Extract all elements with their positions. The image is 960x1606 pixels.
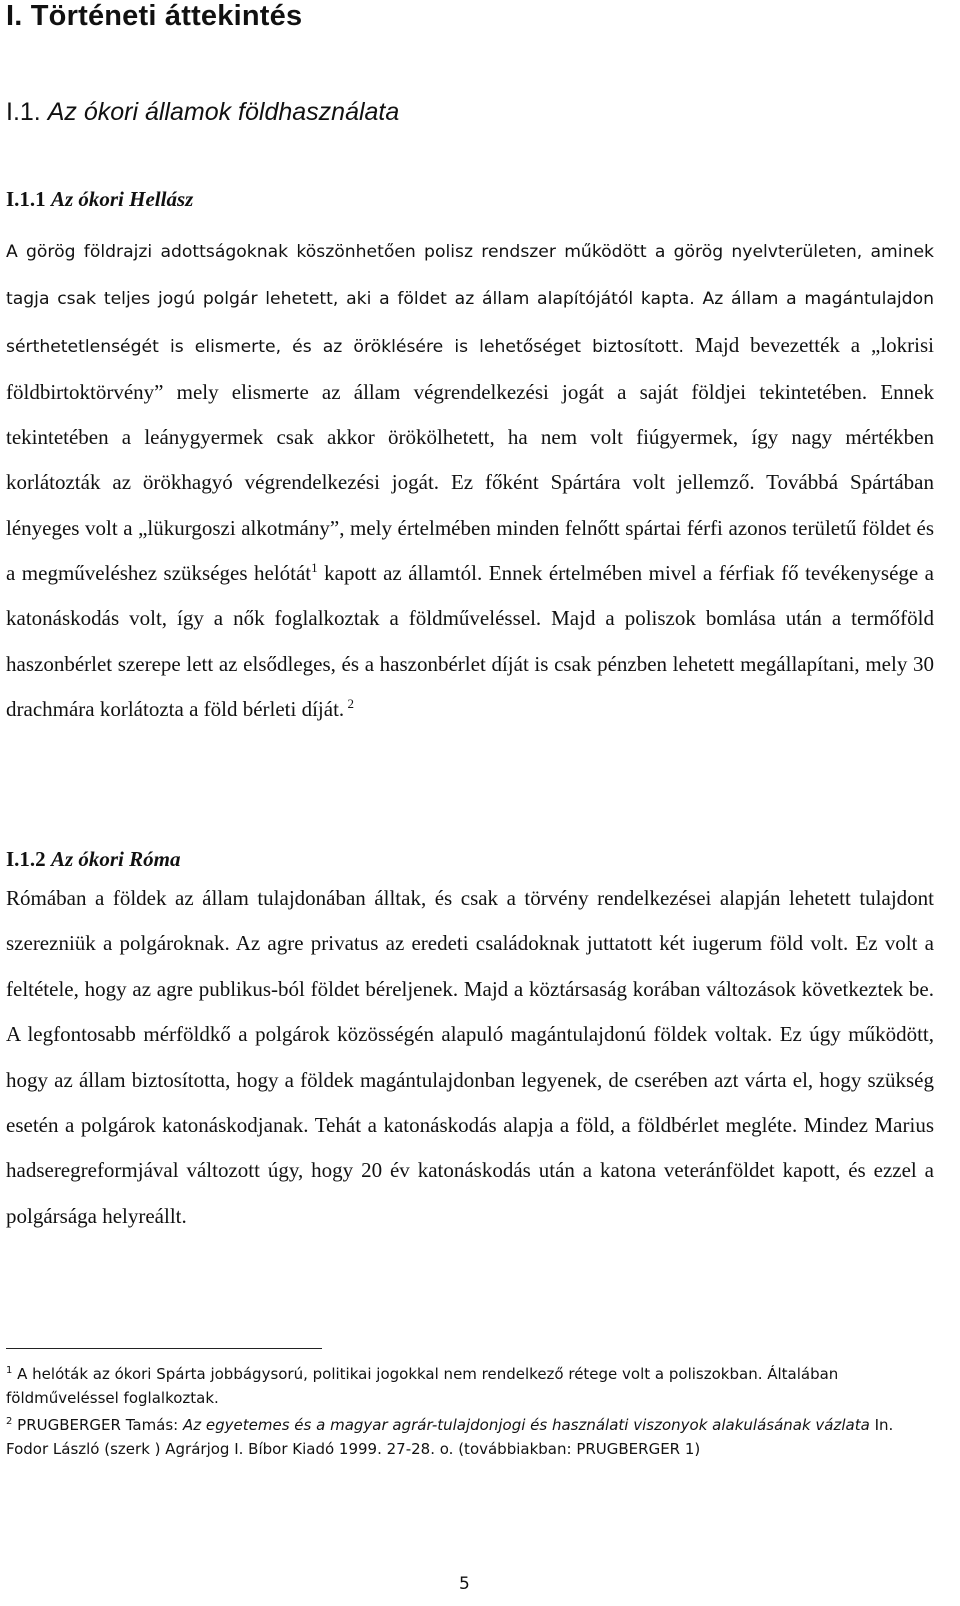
footnote-text: In. Fodor László (szerk ) Agrárjog I. Bíbor Kiadó 1999. 27-28. o. (továbbiakban: PRUGBERGER 1) <box>6 1416 894 1458</box>
paragraph-text: A görög földrajzi adottságoknak köszönhetően polisz rendszer működött a görög nyelvterületen, aminek tagja csak teljes jogú polgár lehetett, aki a földet az állam alapítójától kapta. Az állam a magántulajdon sérthetetlenségét is elismerte, és az öröklésére is lehetőséget biztosított. <box>6 242 934 357</box>
footnote-text: A helóták az ókori Spárta jobbágysorú, politikai jogokkal nem rendelkező rétege volt a poliszokban. Általában földműveléssel foglalkoztak. <box>6 1365 839 1407</box>
paragraph-text: Rómában a földek az állam tulajdonában álltak, és csak a törvény rendelkezései alapján lehetett tulajdont szerezniük a polgároknak. Az agre privatus az eredeti családoknak juttatott két iugerum föld volt. Ez volt a feltétele, hogy az agre publikus-ból földet béreljenek. Majd a köztársaság korában változások következtek be. A legfontosabb mérföldkő a polgárok közösségén alapuló magántulajdonú földek voltak. Ez úgy működött, hogy az állam biztosította, hogy a földek magántulajdonban legyenek, de cserében azt várta el, hogy szükség esetén a polgárok katonáskodjanak. Tehát a katonáskodás alapja a föld, a földbérlet megléte. Mindez Marius hadseregreformjával változott úgy, hogy 20 év katonáskodás után a katona veteránföldet kapott, és ezzel a polgársága helyreállt. <box>6 886 934 1228</box>
subsection-title: Az ókori Hellász <box>50 187 194 211</box>
section-number: I.1. <box>6 98 41 126</box>
section-heading <box>6 96 399 128</box>
footnote-book-title: Az egyetemes és a magyar agrár-tulajdonjogi és használati viszonyok alakulásának vázlata <box>183 1416 870 1434</box>
paragraph-hellasz <box>6 228 934 732</box>
footnote-mark: 2 <box>6 1416 13 1427</box>
subsection-heading-hellasz <box>6 186 193 212</box>
page-number: 5 <box>459 1574 470 1594</box>
subsection-number: I.1.1 <box>6 187 46 211</box>
footnote-reference-2: 2 <box>344 695 354 711</box>
paragraph-roma <box>6 876 934 1239</box>
subsection-title: Az ókori Róma <box>50 847 181 871</box>
footnote-2 <box>6 1414 926 1461</box>
paragraph-text: Majd bevezették a „lokrisi földbirtoktörvény” mely elismerte az állam végrendelkezési jogát a saját földjei tekintetében. Ennek tekintetében a leánygyermek csak akkor örökölhetett, ha nem volt fiúgyermek, így nagy mértékben korlátozták az örökhagyó végrendelkezési jogát. Ez főként Spártára volt jellemző. Továbbá Spártában lényeges volt a „lükurgoszi alkotmány”, mely értelmében minden felnőtt spártai férfi azonos területű földet és a megműveléshez szükséges helótát <box>6 332 934 586</box>
footnote-mark: 1 <box>6 1365 13 1376</box>
chapter-title: I. Történeti áttekintés <box>6 0 303 32</box>
paragraph-text: kapott az államtól. Ennek értelmében mivel a férfiak fő tevékenysége a katonáskodás volt, így a nők foglalkoztak a földműveléssel. Majd a poliszok bomlása után a termőföld haszonbérlet szerepe lett az elsődleges, és a haszonbérlet díját is csak pénzben lehetett megállapítani, mely 30 drachmára korlátozta a föld bérleti díját. <box>6 561 934 721</box>
subsection-heading-roma <box>6 846 180 872</box>
footnote-1 <box>6 1363 926 1410</box>
footnote-text: PRUGBERGER Tamás: <box>12 1416 184 1434</box>
subsection-number: I.1.2 <box>6 847 46 871</box>
footnote-separator <box>6 1348 322 1349</box>
section-title: Az ókori államok földhasználata <box>47 98 400 126</box>
footnote-reference-1: 1 <box>311 560 318 576</box>
